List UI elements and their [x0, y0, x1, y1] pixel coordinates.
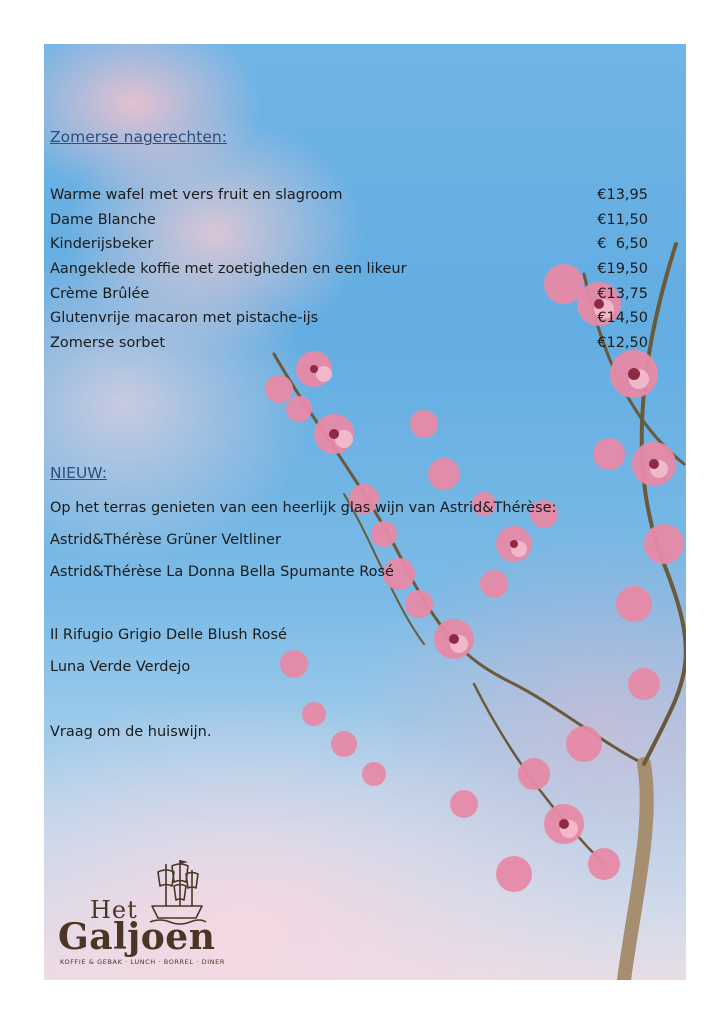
dessert-item-price: €13,95	[597, 187, 648, 203]
logo-het-text: Het	[90, 896, 138, 924]
menu-page	[44, 44, 686, 980]
dessert-item-price: € 6,50	[597, 236, 648, 252]
dessert-section-title: Zomerse nagerechten:	[50, 128, 227, 146]
dessert-item-name: Zomerse sorbet	[50, 335, 166, 351]
dessert-item-name: Aangeklede koffie met zoetigheden en een likeur	[50, 261, 407, 277]
dessert-item-price: €14,50	[597, 310, 648, 326]
het-galjoen-logo	[56, 856, 236, 976]
dessert-item-name: Dame Blanche	[50, 212, 156, 228]
wine-item: Astrid&Thérèse Grüner Veltliner	[50, 532, 281, 548]
house-wine-note: Vraag om de huiswijn.	[50, 724, 212, 740]
wine-item: Astrid&Thérèse La Donna Bella Spumante Rosé	[50, 564, 394, 580]
dessert-item-name: Warme wafel met vers fruit en slagroom	[50, 187, 343, 203]
wine-intro: Op het terras genieten van een heerlijk glas wijn van Astrid&Thérèse:	[50, 500, 557, 516]
wine-item: Luna Verde Verdejo	[50, 659, 191, 675]
dessert-item-price: €11,50	[597, 212, 648, 228]
dessert-item-name: Crème Brûlée	[50, 286, 150, 302]
dessert-item-price: €12,50	[597, 335, 648, 351]
dessert-item-price: €19,50	[597, 261, 648, 277]
dessert-item-name: Glutenvrije macaron met pistache-ijs	[50, 310, 319, 326]
dessert-item-name: Kinderijsbeker	[50, 236, 154, 252]
logo-tagline: KOFFIE & GEBAK · LUNCH · BORREL · DINER	[60, 958, 226, 966]
logo-galjoen-text: Galjoen	[58, 916, 216, 958]
new-section-title: NIEUW:	[50, 464, 107, 482]
wine-item: Il Rifugio Grigio Delle Blush Rosé	[50, 627, 287, 643]
dessert-item-price: €13,75	[597, 286, 648, 302]
